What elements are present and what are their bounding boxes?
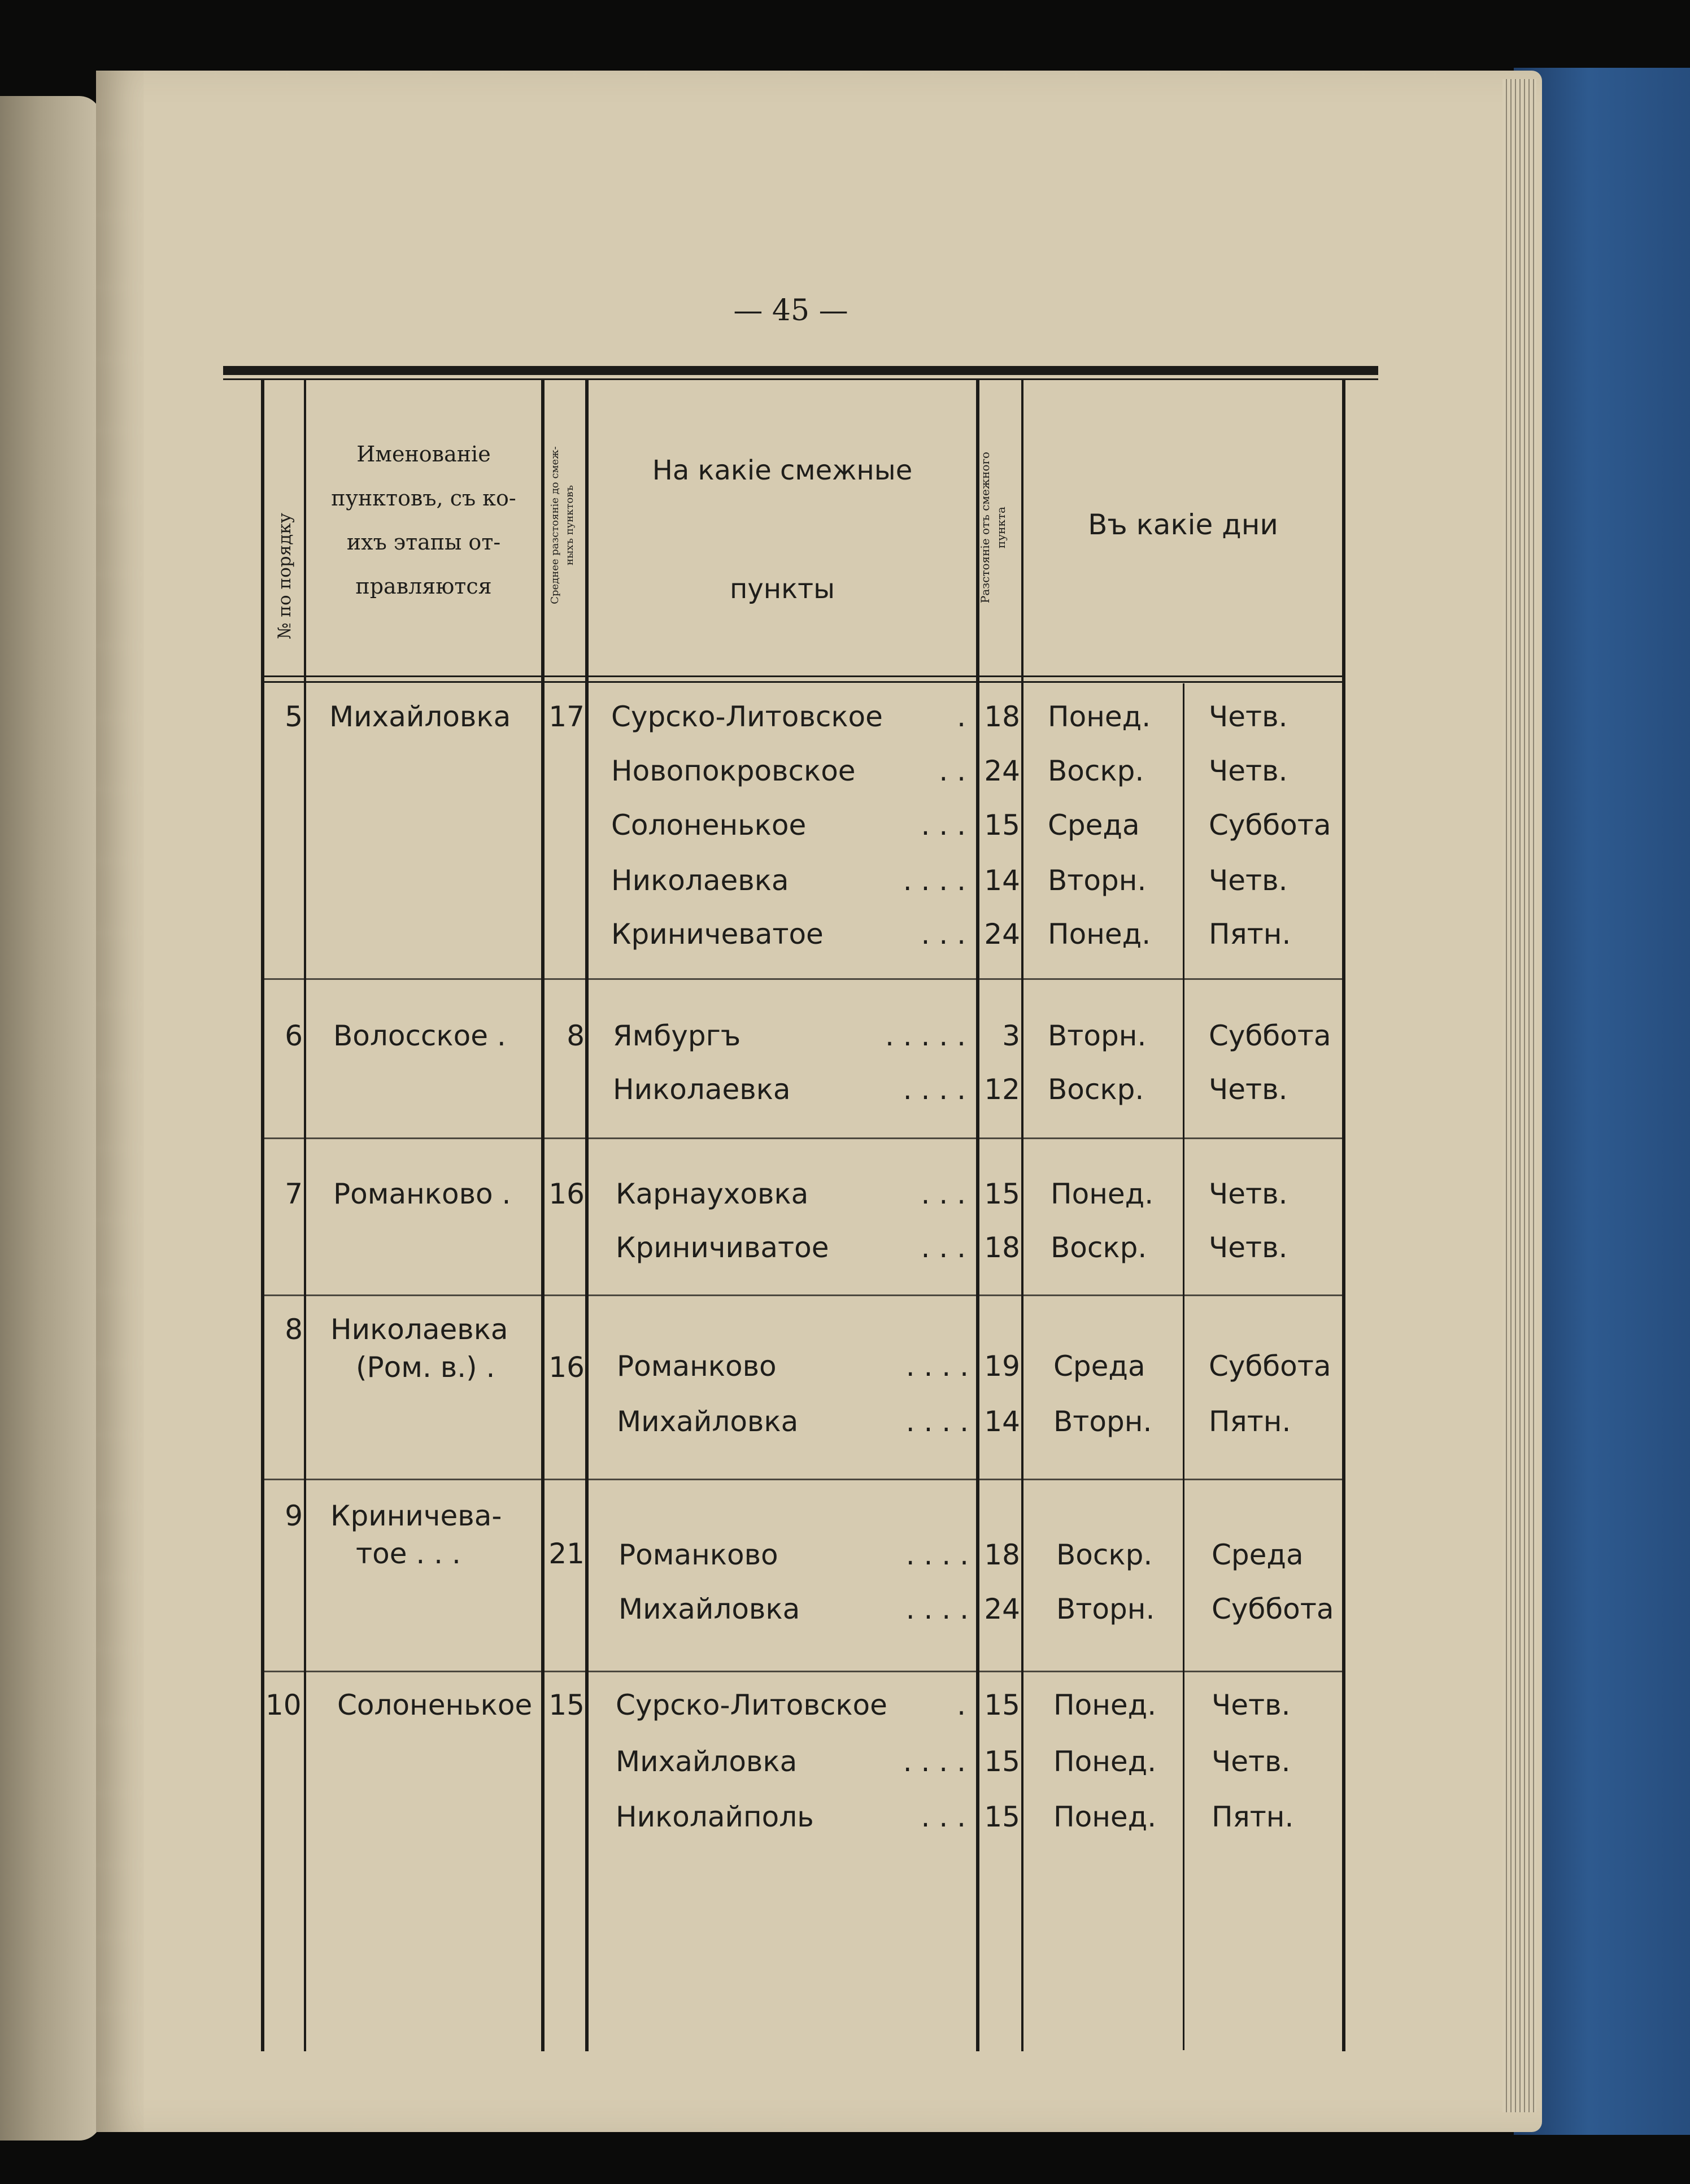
header-rule-2 [263, 681, 1344, 683]
row-day2: Суббота [1209, 1019, 1331, 1052]
group-rule [263, 978, 1344, 980]
col-line-5 [1021, 380, 1023, 2051]
row-dots: . . . [921, 809, 966, 842]
header-name-line-1: Именованіе [356, 442, 491, 467]
row-point: Михайловка [616, 1745, 798, 1778]
header-name-line-2: пунктовъ, съ ко- [331, 486, 516, 511]
row-dist: 18 [984, 700, 1020, 733]
row-day1: Воскр. [1048, 755, 1144, 787]
group-number: 6 [285, 1019, 303, 1052]
group-number: 8 [285, 1313, 303, 1346]
group-rule [263, 1671, 1344, 1672]
row-day1: Понед. [1051, 1178, 1154, 1210]
group-rule [263, 1294, 1344, 1296]
row-dist: 15 [984, 1689, 1020, 1721]
row-point: Николайполь [616, 1801, 814, 1833]
row-day2: Пятн. [1212, 1801, 1294, 1833]
row-day1: Понед. [1048, 700, 1151, 733]
row-day2: Четв. [1209, 1073, 1288, 1106]
header-days [1023, 508, 1343, 541]
left-page-edge [0, 96, 102, 2141]
row-day2: Пятн. [1209, 1405, 1291, 1438]
row-day2: Четв. [1212, 1689, 1291, 1721]
row-day1: Воскр. [1051, 1231, 1147, 1264]
header-dist-line-2: пункта [994, 507, 1008, 548]
row-dots: . . . . [903, 1745, 966, 1778]
header-rule [263, 675, 1344, 677]
row-dist: 24 [984, 755, 1020, 787]
row-day1: Понед. [1053, 1801, 1157, 1833]
row-day1: Вторн. [1048, 864, 1147, 897]
row-dist: 15 [984, 809, 1020, 842]
group-avg: 21 [548, 1537, 585, 1570]
row-day2: Четв. [1209, 864, 1288, 897]
row-dots: . . . . [903, 864, 966, 897]
page-edges [1502, 79, 1536, 2112]
row-dist: 24 [984, 918, 1020, 951]
row-day2: Четв. [1209, 1231, 1288, 1264]
header-number: № по порядку [275, 513, 295, 639]
group-rule [263, 1137, 1344, 1139]
row-dots: . . . . [905, 1593, 969, 1625]
row-dist: 15 [984, 1801, 1020, 1833]
row-dots: . . [939, 755, 966, 787]
row-dots: . . . . . [885, 1019, 966, 1052]
row-point: Криничеватое [611, 918, 824, 951]
group-avg: 17 [548, 700, 585, 733]
header-distance-adjacent [977, 392, 1011, 663]
row-point: Николаевка [611, 864, 789, 897]
row-dist: 14 [984, 864, 1020, 897]
header-dist-line-1: Разстояніе отъ смежного [978, 451, 992, 604]
row-day2: Пятн. [1209, 918, 1291, 951]
group-avg: 8 [567, 1019, 585, 1052]
header-avg-distance [548, 384, 582, 666]
col-line-3 [585, 380, 589, 2051]
group-name: тое . . . [356, 1537, 461, 1570]
row-day1: Среда [1048, 809, 1140, 842]
group-number: 9 [285, 1499, 303, 1532]
group-avg: 15 [548, 1689, 585, 1721]
header-avg-line-2: ныхъ пунктовъ [564, 485, 576, 565]
row-day1: Понед. [1053, 1689, 1157, 1721]
row-dist: 18 [984, 1538, 1020, 1571]
row-day2: Четв. [1209, 700, 1288, 733]
row-day1: Понед. [1048, 918, 1151, 951]
row-point: Михайловка [618, 1593, 800, 1625]
row-day2: Четв. [1209, 1178, 1288, 1210]
row-point: Карнауховка [616, 1178, 809, 1210]
group-name: Волосское . [333, 1019, 506, 1052]
row-dots: . . . . [905, 1405, 969, 1438]
top-rule [223, 366, 1378, 375]
row-dots: . . . [921, 1178, 966, 1210]
row-day1: Вторн. [1053, 1405, 1152, 1438]
row-point: Михайловка [617, 1405, 799, 1438]
row-day1: Воскр. [1056, 1538, 1153, 1571]
row-dots: . . . . [903, 1073, 966, 1106]
row-dots: . . . . [905, 1538, 969, 1571]
col-line-right [1342, 380, 1345, 2051]
header-days-line-1: Въ какіе дни [1088, 508, 1278, 541]
group-name: Романково . [333, 1178, 511, 1210]
header-name-line-3: ихъ этапы от- [346, 530, 501, 555]
row-point: Новопокровское [611, 755, 856, 787]
group-number: 10 [265, 1689, 302, 1721]
group-avg: 16 [548, 1351, 585, 1384]
header-adjacent [587, 455, 977, 605]
row-point: Криничиватое [616, 1231, 829, 1264]
row-dots: . . . . [905, 1350, 969, 1383]
row-dist: 15 [984, 1745, 1020, 1778]
row-point: Солоненькое [611, 809, 807, 842]
row-day2: Среда [1212, 1538, 1304, 1571]
row-day2: Суббота [1212, 1593, 1334, 1625]
row-day2: Суббота [1209, 809, 1331, 842]
row-day2: Четв. [1212, 1745, 1291, 1778]
row-day1: Вторн. [1056, 1593, 1155, 1625]
row-day1: Среда [1053, 1350, 1145, 1383]
page-number: — 45 — [733, 294, 848, 328]
header-avg-line-1: Среднее разстояніе до смеж- [549, 446, 561, 604]
top-rule-thin [223, 378, 1378, 380]
row-day1: Воскр. [1048, 1073, 1144, 1106]
row-dist: 15 [984, 1178, 1020, 1210]
group-name: Михайловка [329, 700, 511, 733]
group-rule [263, 1479, 1344, 1480]
row-dist: 19 [984, 1350, 1020, 1383]
row-dist: 3 [1002, 1019, 1020, 1052]
group-name: (Ром. в.) . [356, 1351, 495, 1384]
row-point: Сурско-Литовское [611, 700, 883, 733]
row-dots: . . . [921, 1231, 966, 1264]
col-line-left [261, 380, 264, 2051]
row-point: Ямбургъ [613, 1019, 741, 1052]
row-day1: Понед. [1053, 1745, 1157, 1778]
row-point: Романково [617, 1350, 777, 1383]
col-line-1 [304, 380, 306, 2051]
row-dist: 24 [984, 1593, 1020, 1625]
row-dist: 12 [984, 1073, 1020, 1106]
row-day2: Четв. [1209, 755, 1288, 787]
col-line-6 [1183, 683, 1184, 2050]
group-number: 7 [285, 1178, 303, 1210]
row-point: Сурско-Литовское [616, 1689, 887, 1721]
row-dots: . . . [921, 918, 966, 951]
row-point: Николаевка [613, 1073, 791, 1106]
row-day1: Вторн. [1048, 1019, 1147, 1052]
row-point: Романково [618, 1538, 778, 1571]
group-number: 5 [285, 700, 303, 733]
header-adjacent-line-2: пункты [729, 573, 835, 605]
row-day2: Суббота [1209, 1350, 1331, 1383]
row-dots: . [957, 1689, 966, 1721]
group-name: Николаевка [330, 1313, 508, 1346]
group-name: Криничева- [330, 1499, 502, 1532]
row-dots: . . . [921, 1801, 966, 1833]
header-name [305, 432, 542, 608]
header-name-line-4: правляются [355, 574, 492, 599]
col-line-2 [541, 380, 545, 2051]
row-dots: . [957, 700, 966, 733]
row-dist: 14 [984, 1405, 1020, 1438]
header-adjacent-line-1: На какіе смежные [652, 455, 913, 486]
group-name: Солоненькое [337, 1689, 533, 1721]
group-avg: 16 [548, 1178, 585, 1210]
row-dist: 18 [984, 1231, 1020, 1264]
